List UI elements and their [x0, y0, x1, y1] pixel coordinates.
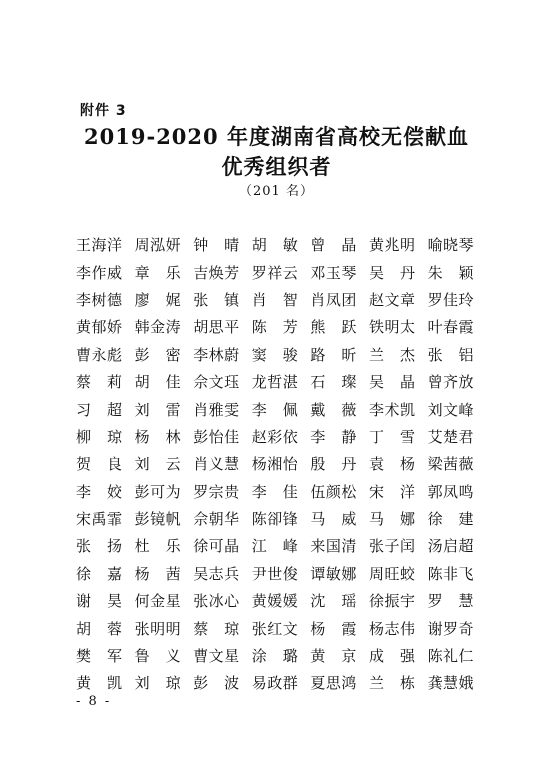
name-cell: 兰 栋 [368, 674, 415, 693]
name-cell: 黄 京 [310, 647, 357, 666]
name-cell: 兰 杰 [368, 345, 415, 364]
name-cell: 杜 乐 [134, 537, 181, 556]
name-cell: 陈 礼 仁 [427, 647, 474, 666]
name-cell: 易 政 群 [251, 674, 298, 693]
name-cell: 成 强 [368, 647, 415, 666]
name-cell: 樊 军 [76, 647, 122, 666]
name-cell: 黄 郁 娇 [76, 318, 122, 337]
document-subtitle: 优秀组织者 [221, 154, 332, 179]
name-cell: 刘 琼 [134, 674, 181, 693]
name-cell: 殷 丹 [310, 455, 357, 474]
name-cell: 刘 云 [134, 455, 181, 474]
name-cell: 李 林 蔚 [193, 345, 240, 364]
name-cell: 吴 志 兵 [193, 564, 240, 583]
name-cell: 龚 慧 娥 [427, 674, 474, 693]
name-cell: 赵 彩 依 [251, 427, 298, 446]
name-cell: 廖 娓 [134, 290, 181, 309]
name-cell: 李 静 [310, 427, 357, 446]
name-cell: 徐 振 宇 [368, 592, 415, 611]
name-cell: 曹 文 星 [193, 647, 240, 666]
name-cell: 彭 可 为 [134, 482, 181, 501]
name-cell: 李 佳 [251, 482, 298, 501]
name-cell: 罗 宗 贵 [193, 482, 240, 501]
name-cell: 韩 金 涛 [134, 318, 181, 337]
name-cell: 周 旺 蛟 [368, 564, 415, 583]
name-cell: 李 树 德 [76, 290, 122, 309]
name-cell: 伍 颜 松 [310, 482, 357, 501]
name-cell: 郭 凤 鸣 [427, 482, 474, 501]
name-cell: 吴 丹 [368, 263, 415, 282]
name-cell: 马 娜 [368, 510, 415, 529]
recipient-count: （201 名） [239, 184, 314, 199]
name-cell: 江 峰 [251, 537, 298, 556]
name-cell: 肖 智 [251, 290, 298, 309]
name-cell: 黄 兆 明 [368, 236, 415, 255]
name-cell: 胡 蓉 [76, 619, 122, 638]
name-cell: 周 泓 妍 [134, 236, 181, 255]
name-cell: 黄 凯 [76, 674, 122, 693]
name-cell: 罗 佳 玲 [427, 290, 474, 309]
name-cell: 李 作 威 [76, 263, 122, 282]
name-cell: 杨 茜 [134, 564, 181, 583]
name-cell: 鲁 义 [134, 647, 181, 666]
name-cell: 曾 晶 [310, 236, 357, 255]
name-cell: 王 海 洋 [76, 236, 122, 255]
name-cell: 杨 林 [134, 427, 181, 446]
name-cell: 曹 永 彪 [76, 345, 122, 364]
name-cell: 李 姣 [76, 482, 122, 501]
name-cell: 李 术 凯 [368, 400, 415, 419]
name-cell: 袁 杨 [368, 455, 415, 474]
name-cell: 贺 良 [76, 455, 122, 474]
name-cell: 徐 嘉 [76, 564, 122, 583]
name-cell: 刘 雷 [134, 400, 181, 419]
name-cell: 叶 春 霞 [427, 318, 474, 337]
name-cell: 张 红 文 [251, 619, 298, 638]
name-cell: 柳 琼 [76, 427, 122, 446]
name-cell: 梁 茜 薇 [427, 455, 474, 474]
name-cell: 钟 晴 [193, 236, 240, 255]
name-cell: 彭 波 [193, 674, 240, 693]
name-cell: 马 威 [310, 510, 357, 529]
name-cell: 曾 齐 放 [427, 373, 474, 392]
name-cell: 陈 卻 锋 [251, 510, 298, 529]
name-cell: 路 昕 [310, 345, 357, 364]
name-cell: 宋 洋 [368, 482, 415, 501]
name-cell: 吴 晶 [368, 373, 415, 392]
name-cell: 罗 祥 云 [251, 263, 298, 282]
name-cell: 赵 文 章 [368, 290, 415, 309]
name-cell: 宋 禹 霏 [76, 510, 122, 529]
name-cell: 熊 跃 [310, 318, 357, 337]
name-cell: 涂 璐 [251, 647, 298, 666]
name-cell: 章 乐 [134, 263, 181, 282]
name-cell: 杨 志 伟 [368, 619, 415, 638]
name-cell: 蔡 莉 [76, 373, 122, 392]
name-cell: 刘 文 峰 [427, 400, 474, 419]
name-cell: 张 镇 [193, 290, 240, 309]
name-cell: 喻 晓 琴 [427, 236, 474, 255]
name-cell: 谭 敏 娜 [310, 564, 357, 583]
document-title: 2019-2020 年度湖南省高校无偿献血 [84, 124, 469, 149]
name-cell: 陈 芳 [251, 318, 298, 337]
name-cell: 戴 薇 [310, 400, 357, 419]
name-cell: 肖 义 慧 [193, 455, 240, 474]
names-grid [76, 231, 486, 697]
name-cell: 肖 雅 雯 [193, 400, 240, 419]
name-cell: 朱 颖 [427, 263, 474, 282]
name-cell: 习 超 [76, 400, 122, 419]
name-cell: 彭 镜 帆 [134, 510, 181, 529]
name-cell: 李 佩 [251, 400, 298, 419]
name-cell: 杨 湘 怡 [251, 455, 298, 474]
page-number: - 8 - [76, 694, 112, 709]
name-cell: 何 金 星 [134, 592, 181, 611]
name-cell: 来 国 清 [310, 537, 357, 556]
name-cell: 张 扬 [76, 537, 122, 556]
name-cell: 窦 骏 [251, 345, 298, 364]
name-cell: 肖 凤 团 [310, 290, 357, 309]
name-cell: 谢 昊 [76, 592, 122, 611]
name-cell: 张 铝 [427, 345, 474, 364]
name-cell: 艾 楚 君 [427, 427, 474, 446]
name-cell: 沈 瑶 [310, 592, 357, 611]
name-cell: 黄 媛 媛 [251, 592, 298, 611]
name-cell: 彭 密 [134, 345, 181, 364]
name-cell: 徐 建 [427, 510, 474, 529]
name-cell: 张 明 明 [134, 619, 181, 638]
name-cell: 尹 世 俊 [251, 564, 298, 583]
attachment-label: 附件 3 [80, 103, 127, 119]
name-cell: 铁 明 太 [368, 318, 415, 337]
name-cell: 徐 可 晶 [193, 537, 240, 556]
name-cell: 胡 思 平 [193, 318, 240, 337]
name-cell: 张 子 闰 [368, 537, 415, 556]
name-cell: 吉 焕 芳 [193, 263, 240, 282]
name-cell: 蔡 琼 [193, 619, 240, 638]
name-cell: 谢 罗 奇 [427, 619, 474, 638]
name-cell: 彭 怡 佳 [193, 427, 240, 446]
name-cell: 龙 哲 湛 [251, 373, 298, 392]
name-cell: 张 冰 心 [193, 592, 240, 611]
name-cell: 汤 启 超 [427, 537, 474, 556]
name-cell: 杨 霞 [310, 619, 357, 638]
name-cell: 石 璨 [310, 373, 357, 392]
name-cell: 夏 思 鸿 [310, 674, 357, 693]
name-cell: 陈 非 飞 [427, 564, 474, 583]
name-cell: 罗 慧 [427, 592, 474, 611]
name-cell: 胡 敏 [251, 236, 298, 255]
name-cell: 佘 朝 华 [193, 510, 240, 529]
name-cell: 邓 玉 琴 [310, 263, 357, 282]
name-cell: 丁 雪 [368, 427, 415, 446]
name-cell: 佘 文 珏 [193, 373, 240, 392]
name-cell: 胡 佳 [134, 373, 181, 392]
